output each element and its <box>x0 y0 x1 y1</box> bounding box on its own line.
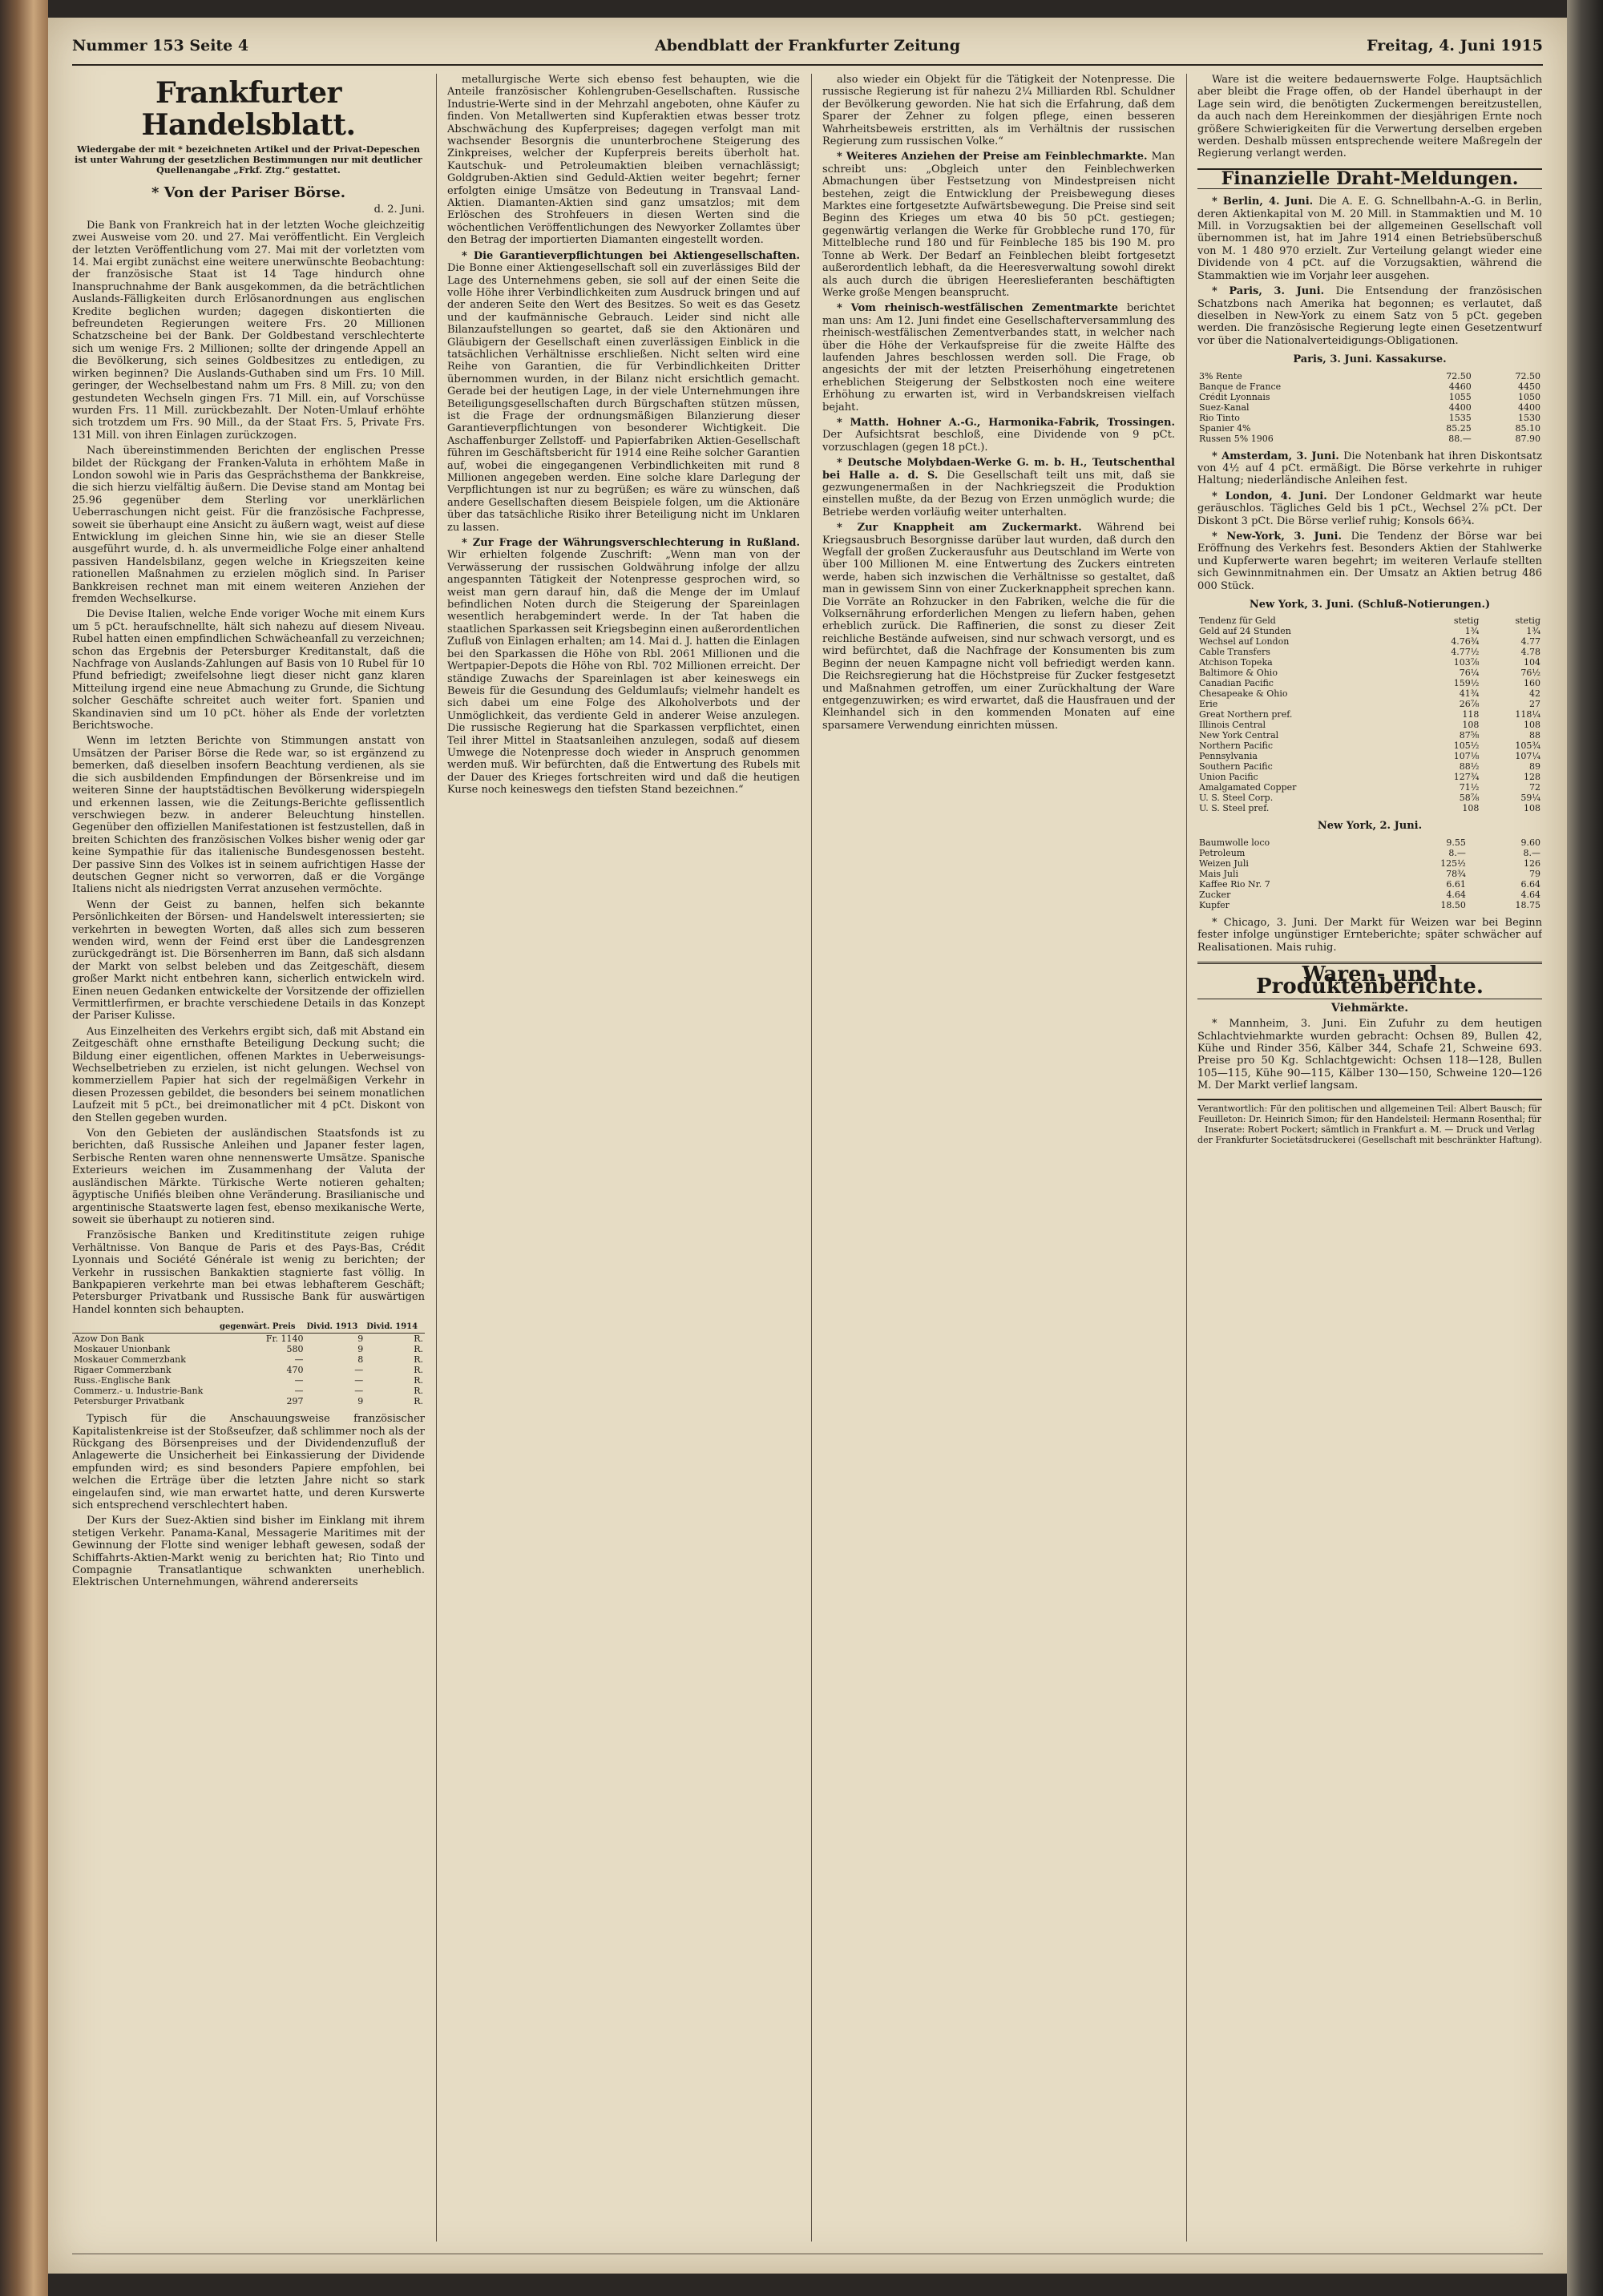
table-cell-v2: 72.50 <box>1515 370 1540 381</box>
news-item-title: * Deutsche Molybdaen-Werke G. m. b. H., Teutschenthal bei Halle a. d. S. <box>822 457 1175 482</box>
table-cell-name: Northern Pacific <box>1199 740 1274 752</box>
table-cell-name: Illinois Central <box>1199 720 1266 731</box>
table-row <box>72 1396 425 1406</box>
quote-col-div1914: Divid. 1914 <box>365 1321 425 1334</box>
table-row <box>1197 890 1542 900</box>
table-cell-div1914: R. <box>414 1334 423 1345</box>
table-row <box>1197 402 1542 413</box>
table-cell-v1: 88.— <box>1448 433 1472 444</box>
table-cell-v2: 4.78 <box>1520 647 1540 658</box>
table-row <box>1197 782 1542 793</box>
masthead: Frankfurter Handelsblatt. <box>141 76 356 142</box>
table-row <box>1197 413 1542 423</box>
table-cell-v1: 76¼ <box>1459 668 1480 679</box>
table-cell-name: Wechsel auf London <box>1199 636 1290 648</box>
table-cell-v1: 85.25 <box>1446 422 1472 434</box>
table-cell-v1: 159½ <box>1453 678 1480 689</box>
news-item-text: Man schreibt uns: „Obgleich unter den Feinblechwerken Abmachungen über Festsetzung von Mindestpreisen nicht bestehen, zeigt die Entwicklung der Preisbewegung dieses Marktes eine fortgesetzte Aufwärtsbewegung. Die Preise sind seit Beginn des Krieges um etwa 40 bis 50 pCt. gestiegen; gegenwärtig verlangen die Werke für Grobbleche rund 170, für Mittelbleche rund 180 und für Feinbleche 185 bis 190 M. pro Tonne ab Werk. Der Bedarf an Feinblechen bleibt fortgesetzt außerordentlich lebhaft, da die Heeresverwaltung sowohl direkt als auch durch die übrigen Heereslieferanten beschäftigten Werke große Mengen beansprucht. <box>822 151 1175 299</box>
table-cell-name: Petroleum <box>1199 847 1246 858</box>
table-row <box>72 1354 425 1365</box>
table-row <box>1197 688 1542 699</box>
table-row <box>1197 423 1542 434</box>
table-cell-v1: 105½ <box>1453 740 1480 752</box>
table-cell-name: Russen 5% 1906 <box>1199 433 1274 444</box>
table-cell-v1: 108 <box>1462 803 1480 814</box>
table-cell-name: U. S. Steel pref. <box>1199 803 1270 814</box>
column-2 <box>447 74 800 2242</box>
table-row <box>1197 678 1542 688</box>
table-cell-div1914: R. <box>414 1365 423 1376</box>
table-cell-v2: 9.60 <box>1520 837 1540 848</box>
table-cell-v2: 6.64 <box>1520 878 1540 890</box>
table-cell-v1: 1055 <box>1448 391 1472 402</box>
news-item-title: * Die Garantieverpflichtungen bei Aktiengesellschaften. <box>462 249 800 262</box>
table-cell-v2: 59¼ <box>1520 793 1540 804</box>
table-row <box>1197 720 1542 730</box>
table-cell-v1: 127¾ <box>1453 772 1480 783</box>
news-item <box>822 302 1175 414</box>
col3-sections <box>822 151 1175 732</box>
table-row <box>1197 392 1542 402</box>
article-paragraph: Typisch für die Anschauungsweise französischer Kapitalistenkreise ist der Stoßseufzer, daß schlimmer noch als der Rückgang des Börsenpreises und der Dividendenzufluß der Anlagewerte die Unsicherheit bei Einkassierung der Dividende empfunden wird; es sind besonders Papiere empfohlen, bei welchen die Erträge über die letzten Jahre nicht so stark eingelaufen sind, wie man erwartet hatte, und deren Kurswerte sich entsprechend verschlechtert haben. <box>72 1413 425 1511</box>
table-cell-name: Suez-Kanal <box>1199 401 1250 413</box>
table-cell-name: Erie <box>1199 699 1218 710</box>
table-cell-v1: 88½ <box>1459 761 1480 773</box>
news-item-title: * Weiteres Anziehen der Preise am Feinblechmarkte. <box>837 151 1152 163</box>
wire-item <box>1197 531 1542 592</box>
table-row <box>72 1375 425 1386</box>
article-closing <box>72 1413 425 1589</box>
news-item <box>447 537 800 797</box>
table-row <box>1197 848 1542 858</box>
table-cell-name: Spanier 4% <box>1199 422 1251 434</box>
table-row <box>72 1344 425 1354</box>
table-row <box>1197 381 1542 392</box>
paris-table-title: Paris, 3. Juni. Kassakurse. <box>1293 353 1447 366</box>
table-cell-div1913: — <box>354 1375 364 1386</box>
table-cell-v2: 118¼ <box>1515 709 1540 720</box>
table-cell-name: Chesapeake & Ohio <box>1199 688 1288 700</box>
article-body <box>72 220 425 1316</box>
table-row <box>1197 626 1542 636</box>
article-paragraph: Nach übereinstimmenden Berichten der englischen Presse bildet der Rückgang der Franken-Valuta in erhöhtem Maße in London sowohl wie in Paris das Gesprächsthema der Bankkreise, die sich hierzu vielfältig äußern. Die Devise stand am Montag bei 25.96 gegenüber dem Sterling vor unerklärlichen Ueberraschungen nicht geist. Für die französische Fachpresse, soweit sie überhaupt eine Ansicht zu äußern wagt, weist auf diese Entwicklung im gleichen Sinne hin, wie sie an dieser Stelle ausgeführt wurde, d. h. als unvermeidliche Folge einer anhaltend passiven Handelsbilanz, gegen welche in Kriegszeiten keine rationellen Maßnahmen zu erzielen möglich sind. In Pariser Bankkreisen rechnet man mit einem weiteren Anziehen der fremden Wechselkurse. <box>72 445 425 605</box>
news-item-text: Während bei Kriegsausbruch Besorgnisse darüber laut wurden, daß durch den Wegfall der großen Zuckerausfuhr aus Deutschland im Werte von über 100 Millionen M. eine Entwertung des Zuckers eintreten werde, haben sich inzwischen die Verhältnisse so gestaltet, daß man in gewissem Sinn von einer Zuckerknappheit sprechen kann. Die Vorräte an Rohzucker in den Fabriken, welche die für die Volksernährung erforderlichen Mengen zu liefern haben, gehen erheblich zurück. Die Raffinerien, die sonst zu dieser Zeit reichliche Bestände aufweisen, sind nur schwach versorgt, und es wird befürchtet, daß die Nachfrage der Konsumenten bis zum Beginn der neuen Kampagne nicht voll befriedigt werden kann. Die Reichsregierung hat die Höchstpreise für Zucker festgesetzt und Maßnahmen getroffen, um einer Zurückhaltung der Ware entgegenzuwirken; es wird erwartet, daß die Hausfrauen und der Kleinhandel sich in den kommenden Monaten auf eine sparsamere Verwendung einrichten müssen. <box>822 522 1175 732</box>
table-cell-current: — <box>294 1375 304 1386</box>
table-cell-v1: 58⅞ <box>1459 793 1480 804</box>
table-cell-div1914: R. <box>414 1396 423 1407</box>
article-paragraph: Aus Einzelheiten des Verkehrs ergibt sich, daß mit Abstand ein Zeitgeschäft ohne ernsthafte Beteiligung Deckung sucht; die Bildung einer eigentlichen, offenen Marktes in Ueberweisungs-Wechselbetrieben zu erzielen, ist nicht gelungen. Wechsel von kommerziellem Papier hat sich der regelmäßigen Verkehr in diesen Prozessen gebildet, die besonders bei seinem monatlichen Laufzeit mit 5 pCt., bei dreimonatlicher mit 4 pCt. Diskont von den Stellen gegeben wurden. <box>72 1025 425 1124</box>
article-paragraph: Von den Gebieten der ausländischen Staatsfonds ist zu berichten, daß Russische Anleihen und Japaner fester lagen, Serbische Renten waren ohne nennenswerte Umsätze. Spanische Exterieurs weichen im Zusammenhang der Valuta der ausländischen Märkte. Türkische Werte notieren gehalten; ägyptische Unifiés bleiben ohne Veränderung. Brasilianische und argentinische Staatswerte lagen fest, ebenso mexikanische Werte, soweit sie überhaupt zu notieren sind. <box>72 1128 425 1226</box>
table-cell-v2: 79 <box>1529 868 1540 879</box>
table-cell-current: 297 <box>286 1396 304 1407</box>
news-item-text: Der Aufsichtsrat beschloß, eine Dividende von 9 pCt. vorzuschlagen (gegen 18 pCt.). <box>822 429 1175 454</box>
table-cell-v1: 1¾ <box>1464 626 1480 637</box>
table-cell-name: Banque de France <box>1199 381 1282 392</box>
table-row <box>1197 668 1542 678</box>
news-item-title: * Zur Knappheit am Zuckermarkt. <box>837 522 1097 535</box>
news-item <box>822 151 1175 299</box>
article-paragraph: Der Kurs der Suez-Aktien sind bisher im Einklang mit ihrem stetigen Verkehr. Panama-Kanal, Messagerie Maritimes mit der Gewinnung der Flotte sind weniger lebhaft gewesen, sodaß der Schiffahrts-Aktien-Markt wenig zu berichten hat; Rio Tinto und Compagnie Transatlantique schwankten unerheblich. Elektrischen Unternehmungen, während andererseits <box>72 1515 425 1589</box>
column-1 <box>72 74 425 2242</box>
table-cell-name: New York Central <box>1199 730 1279 741</box>
table-row <box>1197 699 1542 709</box>
column-rule <box>811 74 812 2242</box>
table-cell-v2: 89 <box>1529 761 1540 773</box>
paris-quote-table <box>1197 371 1542 444</box>
table-cell-v2: 108 <box>1524 803 1540 814</box>
wire-item-text: Der Londoner Geldmarkt war heute geräuschlos. Tägliches Geld bis 1 pCt., Wechsel 2⅞ pCt. Der Diskont 3 pCt. Die Börse verlief ruhig; Konsols 66¾. <box>1197 490 1542 527</box>
table-cell-v1: 6.61 <box>1446 878 1466 890</box>
table-cell-div1913: 9 <box>357 1334 364 1345</box>
table-cell-v2: stetig <box>1515 615 1540 627</box>
imprint: Verantwortlich: Für den politischen und allgemeinen Teil: Albert Bausch; für Feuilleton: Dr. Heinrich Simon; für den Handelsteil: Hermann Rosenthal; für Inserate: Robert Pockert; sämtlich in Frankfurt a. M. — Druck und Verlag der Frankfurter Societätsdruckerei (Gesellschaft mit beschränkter Haftung). <box>1197 1099 1542 1145</box>
ny2-table-title: New York, 2. Juni. <box>1317 820 1423 833</box>
column-3 <box>822 74 1175 2242</box>
table-cell-v2: 88 <box>1529 730 1540 741</box>
col2-intro: metallurgische Werte sich ebenso fest behaupten, wie die Anteile französischer Kohlengruben-Gesellschaften. Russische Industrie-Werte sind in der Mehrzahl angeboten, ohne Käufer zu finden. Von Metallwerten sind Kupferaktien etwas besser trotz Abschwächung des Kupferpreises; dagegen verfolgt man mit wachsender Besorgnis die ununterbrochene Steigerung des Zinkpreises, welcher der Kupferpreis bereits überholt hat. Kautschuk- und Petroleumaktien bleiben vernachlässigt; Goldgruben-Aktien sind Geduld-Aktien weiter begehrt; ferner erfolgten einige Umsätze von Bedeutung in Transvaal Land-Aktien. Diamanten-Aktien sind ganz umsatzlos; mit dem Erlöschen des Strohfeuers in diesen Werten sind die wöchentlichen Veröffentlichungen des Newyorker Zollamtes über den Betrag der importierten Diamanten eingestellt worden. <box>447 74 800 247</box>
table-cell-v2: 1050 <box>1518 391 1540 402</box>
finance-wire-items <box>1197 196 1542 347</box>
table-cell-v1: 4.76¾ <box>1451 636 1480 648</box>
table-cell-v2: 107¼ <box>1515 751 1540 762</box>
wire-item <box>1197 490 1542 527</box>
table-cell-v2: 4450 <box>1518 381 1540 392</box>
table-cell-v2: 1530 <box>1518 412 1540 423</box>
column-rule <box>1186 74 1187 2242</box>
wire-item-place: * London, 4. Juni. <box>1212 490 1335 502</box>
table-row <box>1197 657 1542 668</box>
table-cell-v1: 71½ <box>1459 782 1480 793</box>
table-cell-v1: 4.77½ <box>1451 647 1480 658</box>
header-date: Freitag, 4. Juni 1915 <box>1367 37 1543 54</box>
table-cell-name: Kupfer <box>1199 899 1230 910</box>
table-cell-name: Southern Pacific <box>1199 761 1273 773</box>
wire-item <box>1197 196 1542 282</box>
page-edge <box>1567 0 1603 2296</box>
commodity-section-title: Waren- und Produktenberichte. <box>1197 962 1542 999</box>
table-cell-v1: 8.— <box>1448 847 1466 858</box>
table-cell-v1: 108 <box>1462 720 1480 731</box>
table-row <box>1197 434 1542 444</box>
table-cell-name: Baltimore & Ohio <box>1199 668 1278 679</box>
table-cell-v2: 1¾ <box>1526 626 1540 637</box>
table-cell-div1914: R. <box>414 1344 423 1355</box>
table-row <box>1197 837 1542 848</box>
table-cell-current: — <box>294 1386 304 1397</box>
col3-intro: also wieder ein Objekt für die Tätigkeit der Notenpresse. Die russische Regierung ist für nahezu 2¼ Milliarden Rbl. Schuldner der Bevölkerung geworden. Nie hat sich die Erfahrung, daß dem Sparer der Zehner zu folgen pflege, einen besseren Wahrheitsbeweis erstritten, als im Verhältnis der russischen Regierung zum russischen Volke.“ <box>822 74 1175 148</box>
header-issue: Nummer 153 Seite 4 <box>72 37 249 54</box>
quote-col-name <box>72 1321 218 1334</box>
table-cell-name: Moskauer Commerzbank <box>74 1354 186 1366</box>
table-cell-name: Weizen Juli <box>1199 857 1249 869</box>
wire-item-place: * New-York, 3. Juni. <box>1212 530 1351 543</box>
masthead-note: Wiedergabe der mit * bezeichneten Artikel und der Privat-Depeschen ist unter Wahrung der gesetzlichen Bestimmungen nur mit deutlicher Quellenangabe „Frkf. Ztg.“ gestattet. <box>75 144 422 176</box>
column-rule <box>436 74 437 2242</box>
quote-col-div1913: Divid. 1913 <box>305 1321 365 1334</box>
table-cell-name: Kaffee Rio Nr. 7 <box>1199 878 1270 890</box>
wire-item-text: Die A. E. G. Schnellbahn-A.-G. in Berlin, deren Aktienkapital von M. 20 Mill. in Stammaktien und M. 10 Mill. in Vorzugsaktien bei der allgemeinen Gesellschaft voll übernommen ist, hat im Jahre 1914 einen Betriebsüberschuß von M. 1 480 970 erzielt. Zur Verteilung gelangt wieder eine Dividende von 4 pCt. auf die Vorzugsaktien, während die Stammaktien wie im Vorjahr leer ausgehen. <box>1197 196 1542 282</box>
table-row <box>1197 803 1542 813</box>
table-cell-v1: 78¾ <box>1446 868 1466 879</box>
table-cell-v2: 4.77 <box>1520 636 1540 648</box>
table-cell-current: Fr. 1140 <box>265 1334 304 1345</box>
table-cell-name: Amalgamated Copper <box>1199 782 1297 793</box>
news-item-text: Die Bonne einer Aktiengesellschaft soll ein zuverlässiges Bild der Lage des Unternehmens geben, sie soll auf der einen Seite die volle Höhe ihrer Verbindlichkeiten zum Ausdruck bringen und auf der anderen Seite den Wert des Besitzes. So weit es das Gesetz und der kaufmännische Gebrauch. Leider sind nicht alle Bilanzaufstellungen so geartet, daß sie den Aktionären und Gläubigern der Gesellschaft einen zuverlässigen Einblick in die tatsächlichen Verhältnisse erschließen. Nicht selten wird eine Reihe von Garantien, die für Verbindlichkeiten Dritter übernommen wurden, in der Bilanz nicht ersichtlich gemacht. Gerade bei der heutigen Lage, in der viele Unternehmungen ihre Beteiligungsgesellschaften durch Bürgschaften stützen müssen, ist die Frage der ordnungsmäßigen Bilanzierung dieser Garantieverpflichtungen von besonderer Wichtigkeit. Die Aschaffenburger Zellstoff- und Papierfabriken Aktien-Gesellschaft führen im Geschäftsbericht für 1914 eine Reihe solcher Garantien auf, wobei die eingegangenen Verbindlichkeiten mit rund 8 Millionen angegeben werden. Eine solche klare Darlegung der Verpflichtungen ist nur zu begrüßen; es wäre zu wünschen, daß andere Gesellschaften diesem Beispiele folgen, um die Aktionäre über das tatsächliche Risiko ihrer Beteiligung nicht im Unklaren zu lassen. <box>447 262 800 534</box>
table-row <box>1197 793 1542 803</box>
table-cell-v2: 76½ <box>1520 668 1540 679</box>
chicago-report: * Chicago, 3. Juni. Der Markt für Weizen war bei Beginn fester infolge ungünstiger Ernteberichte; später schwächer auf Realisationen. Mais ruhig. <box>1197 916 1542 954</box>
table-cell-v2: 126 <box>1524 857 1540 869</box>
table-cell-div1914: R. <box>414 1354 423 1366</box>
ny-table-title: New York, 3. Juni. (Schluß-Notierungen.) <box>1249 599 1491 611</box>
table-cell-v1: 125½ <box>1440 857 1466 869</box>
table-cell-v1: 9.55 <box>1446 837 1466 848</box>
table-row <box>1197 730 1542 740</box>
table-cell-div1913: — <box>354 1386 364 1397</box>
table-cell-name: Pennsylvania <box>1199 751 1258 762</box>
news-item-title: * Zur Frage der Währungsverschlechterung in Rußland. <box>462 537 800 550</box>
table-cell-name: 3% Rente <box>1199 370 1242 381</box>
table-cell-name: Mais Juli <box>1199 868 1239 879</box>
table-cell-v1: 103⅞ <box>1453 657 1480 668</box>
table-row <box>1197 858 1542 869</box>
table-row <box>72 1365 425 1375</box>
table-cell-name: Commerz.- u. Industrie-Bank <box>74 1386 204 1397</box>
wire-item <box>1197 285 1542 347</box>
table-cell-v1: 107⅛ <box>1453 751 1480 762</box>
table-row <box>72 1386 425 1396</box>
table-row <box>72 1334 425 1345</box>
table-cell-v1: stetig <box>1453 615 1480 627</box>
table-cell-v1: 4400 <box>1448 401 1472 413</box>
table-cell-v2: 105¾ <box>1515 740 1540 752</box>
column-4 <box>1197 74 1542 2242</box>
table-cell-name: Petersburger Privatbank <box>74 1396 184 1407</box>
table-cell-v2: 72 <box>1529 782 1540 793</box>
table-cell-name: Geld auf 24 Stunden <box>1199 626 1291 637</box>
bank-quote-table <box>72 1321 425 1406</box>
page-header <box>72 32 1543 66</box>
table-cell-name: Union Pacific <box>1199 772 1258 783</box>
news-item <box>822 522 1175 732</box>
table-row <box>1197 869 1542 879</box>
dateline: d. 2. Juni. <box>373 204 425 216</box>
news-item-title: * Matth. Hohner A.-G., Harmonika-Fabrik, Trossingen. <box>837 416 1175 429</box>
table-cell-name: Azow Don Bank <box>74 1334 144 1345</box>
newspaper-page <box>48 18 1567 2274</box>
table-cell-v1: 4.64 <box>1446 889 1466 900</box>
table-row <box>1197 709 1542 720</box>
table-cell-name: Zucker <box>1199 889 1231 900</box>
col2-sections <box>447 250 800 797</box>
table-cell-v1: 26⅞ <box>1459 699 1480 710</box>
table-cell-v2: 42 <box>1529 688 1540 700</box>
table-cell-name: Tendenz für Geld <box>1199 615 1276 627</box>
table-cell-current: 580 <box>286 1344 304 1355</box>
section-title: * Von der Pariser Börse. <box>151 184 346 201</box>
table-cell-div1914: R. <box>414 1386 423 1397</box>
table-cell-div1913: 9 <box>357 1344 364 1355</box>
table-row <box>1197 371 1542 381</box>
table-row <box>1197 761 1542 772</box>
quote-col-current: gegenwärt. Preis <box>218 1321 305 1334</box>
wire-item-text: Die Tendenz der Börse war bei Eröffnung des Verkehrs fest. Besonders Aktien der Stahlwerke und Kupferwerte waren begehrt; im weiteren Verlaufe stellten sich Gewinnmitnahmen ein. Der Umsatz an Aktien betrug 486 000 Stück. <box>1197 530 1542 592</box>
article-paragraph: Wenn der Geist zu bannen, helfen sich bekannte Persönlichkeiten der Börsen- und Handelswelt interessierten; sie verkehrten in bewegten Worten, daß alles sich zum besseren wenden wird, wenn der Feind erst über die Landesgrenzen zurückgedrängt ist. Die Börsenherren im Bann, daß sich alsdann der Markt von selbst beleben und das Zeitgeschäft, diesem großer Markt nicht entbehren kann, sicherlich entwickeln wird. Einen neuen Gedanken entwickelte der Vorsitzende der offiziellen Vermittlerfirmen, er brachte verschiedene Details in das Konzept der Pariser Kulisse. <box>72 898 425 1023</box>
table-row <box>1197 772 1542 782</box>
table-cell-name: Rigaer Commerzbank <box>74 1365 172 1376</box>
wire-item-text: Die Notenbank hat ihren Diskontsatz von 4½ auf 4 pCt. ermäßigt. Die Börse verkehrte in ruhiger Haltung; niederländische Anleihen fest. <box>1197 450 1542 487</box>
table-cell-v1: 72.50 <box>1446 370 1472 381</box>
livestock-report: * Mannheim, 3. Juni. Ein Zufuhr zu dem heutigen Schlachtviehmarkte wurden gebracht: Ochsen 89, Bullen 42, Kühe und Rinder 356, Kälber 344, Schafe 21, Schweine 693. Preise pro 50 Kg. Schlachtgewicht: Ochsen 118—128, Bullen 105—115, Kühe 90—115, Kälber 130—150, Schweine 120—126 M. Der Markt verlief langsam. <box>1197 1018 1542 1092</box>
table-cell-v2: 4.64 <box>1520 889 1540 900</box>
table-cell-div1913: 8 <box>357 1354 364 1366</box>
news-item <box>822 457 1175 519</box>
table-cell-current: 470 <box>286 1365 304 1376</box>
wire-item-text: Die Entsendung der französischen Schatzbons nach Amerika hat begonnen; es verlautet, daß dieselben in New-York zu einem Satz von 5 pCt. gegeben werden. Die französische Regierung legte einen Gesetzentwurf vor über die Nationalverteidigungs-Obligationen. <box>1197 285 1542 347</box>
table-cell-v1: 1535 <box>1448 412 1472 423</box>
table-cell-name: Rio Tinto <box>1199 412 1240 423</box>
table-cell-v2: 85.10 <box>1515 422 1540 434</box>
table-cell-name: Crédit Lyonnais <box>1199 391 1270 402</box>
news-item-text: berichtet man uns: Am 12. Juni findet eine Gesellschafterversammlung des rheinisch-westfälischen Zementverbandes statt, in welcher nach über die Höhe der Verkaufspreise für die zweite Hälfte des laufenden Jahres beschlossen werden soll. Die Frage, ob angesichts der mit der letzten Preiserhöhung eingetretenen erheblichen Steigerung der Selbstkosten noch eine weitere Erhöhung zu erwarten ist, wird in Verbandskreisen vielfach bejaht. <box>822 302 1175 414</box>
table-cell-v2: 108 <box>1524 720 1540 731</box>
table-cell-v1: 18.50 <box>1440 899 1466 910</box>
article-paragraph: Französische Banken und Kreditinstitute zeigen ruhige Verhältnisse. Von Banque de Paris et des Pays-Bas, Crédit Lyonnais und Société Générale ist wenig zu berichten; der Verkehr in russischen Bankaktien stagnierte fast völlig. In Bankpapieren verkehrte man bei etwas lebhafterem Geschäft; Petersburger Privatbank und Russische Bank für auswärtigen Handel konnten sich behaupten. <box>72 1229 425 1316</box>
table-cell-v1: 4460 <box>1448 381 1472 392</box>
table-cell-div1913: 9 <box>357 1396 364 1407</box>
finance-wire-title: Finanzielle Draht-Meldungen. <box>1197 168 1542 189</box>
table-row <box>1197 636 1542 647</box>
wire-item-place: * Amsterdam, 3. Juni. <box>1212 450 1344 462</box>
table-row <box>1197 647 1542 657</box>
book-spine <box>0 0 48 2296</box>
table-row <box>1197 615 1542 626</box>
table-cell-name: Great Northern pref. <box>1199 709 1293 720</box>
table-cell-div1913: — <box>354 1365 364 1376</box>
livestock-title: Viehmärkte. <box>1330 1001 1409 1015</box>
table-cell-div1914: R. <box>414 1375 423 1386</box>
table-cell-v2: 8.— <box>1523 847 1540 858</box>
table-cell-current: — <box>294 1354 304 1366</box>
table-cell-v2: 4400 <box>1518 401 1540 413</box>
header-title: Abendblatt der Frankfurter Zeitung <box>654 37 960 54</box>
ny-quote-table <box>1197 615 1542 813</box>
table-cell-name: Atchison Topeka <box>1199 657 1273 668</box>
news-item-text: Die Gesellschaft teilt uns mit, daß sie gezwungenermaßen in der Nachkriegszeit die Produktion einstellen mußte, da der Bezug von Erzen unmöglich wurde; die Betriebe werden vorläufig weiter unterhalten. <box>822 469 1175 519</box>
news-item-title: * Vom rheinisch-westfälischen Zementmarkte <box>837 302 1127 315</box>
table-cell-name: Canadian Pacific <box>1199 678 1274 689</box>
ny2-quote-table <box>1197 837 1542 910</box>
news-item-text: Wir erhielten folgende Zuschrift: „Wenn man von der Verwässerung der russischen Goldwährung infolge der allzu angespannten Tätigkeit der Notenpresse gesprochen wird, so weist man gern darauf hin, daß die Menge der im Umlauf befindlichen Noten durch die Steigerung der Spareinlagen wesentlich herabgemindert werde. In der Tat haben die staatlichen Sparkassen seit Kriegsbeginn einen außerordentlichen Zufluß von Einlagen erhalten; am 14. Mai d. J. hatten die Einlagen bei den Sparkassen die Höhe von Rbl. 2061 Millionen und die Wertpapier-Depots die Höhe von Rbl. 702 Millionen erreicht. Der ständige Zuwachs der Spareinlagen ist aber keineswegs ein Beweis für die Gesundung des Geldumlaufs; vielmehr handelt es sich dabei um eine Folge des Alkoholverbots und der Unmöglichkeit, das verdiente Geld in anderer Weise anzulegen. Die russische Regierung hat die Sparkassen verpflichtet, einen Teil ihrer Mittel in Staatsanleihen anzulegen, sodaß auf diesem Umwege die Notenpresse doch wieder in Anspruch genommen werden muß. Wir befürchten, daß die Entwertung des Rubels mit der Dauer des Krieges fortschreiten wird und daß die heutigen Kurse noch keineswegs den tiefsten Stand bezeichnen.“ <box>447 549 800 797</box>
article-paragraph: Die Bank von Frankreich hat in der letzten Woche gleichzeitig zwei Ausweise vom 20. und 27. Mai veröffentlicht. Ein Vergleich der letzten Veröffentlichung vom 27. Mai mit der vorletzten vom 14. Mai ergibt zunächst eine weitere unerwünschte Beobachtung: der französische Staat ist 14 Tage hindurch ohne Inanspruchnahme der Bank ausgekommen, da die beträchtlichen Auslands-Fälligkeiten durch Erlösanordnungen aus englischen Kredite beglichen wurden; dagegen diskontierten die befreundeten Regierungen weitere Frs. 20 Millionen Schatzscheine bei der Bank. Der Goldbestand verschlechterte sich um wenige Frs. 2 Millionen; sollte der dringende Appell an die Bevölkerung, sich seines Goldbesitzes zu entledigen, zu wirken beginnen? Die Auslands-Guthaben sind um Frs. 10 Mill. geringer, der Wechselbestand nahm um Frs. 8 Mill. zu; von den gestundeten Wechseln gingen Frs. 71 Mill. ein, auf Vorschüsse wurden Frs. 11 Mill. zurückbezahlt. Der Noten-Umlauf erhöhte sich trotzdem um Frs. 90 Mill., da der Staat Frs. 5, Private Frs. 131 Mill. von ihren Einlagen zurückzogen. <box>72 219 425 442</box>
article-paragraph: Die Devise Italien, welche Ende voriger Woche mit einem Kurs um 5 pCt. heraufschnellte, hält sich nahezu auf diesem Niveau. Rubel hatten einen empfindlichen Schwächeanfall zu verzeichnen; schon das Ergebnis der Petersburger Kreditanstalt, daß die Nachfrage von Auslands-Zahlungen auf Basis von 10 Rubel für 10 Pfund befriedigt; zweifelsohne liegt dieser nicht ganz klaren Mitteilung irgend eine neue Abmachung zu Grunde, die Sichtung solcher Geschäfte schreitet auch weiter fort. Spanien und Skandinavien sind um 10 pCt. höher als Ende der vorletzten Berichtswoche. <box>72 608 425 732</box>
table-cell-name: Moskauer Unionbank <box>74 1344 171 1355</box>
table-row <box>1197 900 1542 910</box>
wire-item <box>1197 450 1542 487</box>
table-cell-name: U. S. Steel Corp. <box>1199 793 1274 804</box>
table-row <box>1197 751 1542 761</box>
table-cell-v1: 118 <box>1462 709 1480 720</box>
finance-wire-items-2 <box>1197 450 1542 592</box>
table-cell-v2: 18.75 <box>1515 899 1540 910</box>
table-cell-name: Cable Transfers <box>1199 647 1270 658</box>
table-row <box>1197 879 1542 890</box>
table-cell-v2: 104 <box>1524 657 1540 668</box>
table-cell-v1: 87⅝ <box>1459 730 1480 741</box>
table-cell-name: Baumwolle loco <box>1199 837 1270 848</box>
wire-item-place: * Paris, 3. Juni. <box>1212 285 1336 298</box>
wire-item-place: * Berlin, 4. Juni. <box>1212 196 1319 208</box>
table-cell-v2: 87.90 <box>1515 433 1540 444</box>
table-cell-v2: 160 <box>1524 678 1540 689</box>
table-cell-name: Russ.-Englische Bank <box>74 1375 171 1386</box>
table-row <box>1197 740 1542 751</box>
article-paragraph: Wenn im letzten Berichte von Stimmungen anstatt von Umsätzen der Pariser Börse die Rede war, so ist ergänzend zu bemerken, daß dieselben insofern Beachtung verdienen, als sie die sich ausbildenden Empfindungen der Börsenkreise und im weiteren Sinne der hauptstädtischen Bevölkerung widerspiegeln und erkennen lassen, wie die Zeitungs-Berichte geflissentlich verschwiegen bezw. in anderer Beleuchtung hinstellen. Gegenüber den offiziellen Manifestationen ist festzustellen, daß in breiten Schichten des französischen Volkes bisher wenig oder gar keine Sympathie für das italienische Bundesgenossen besteht. Der passive Sinn des Volkes ist in seinem aufrichtigen Hasse der deutschen Gegner nicht so verworren, daß er die Vorgänge Italiens nicht als niedrigsten Verrat anzusehen vermöchte. <box>72 735 425 896</box>
table-cell-v2: 27 <box>1529 699 1540 710</box>
news-item <box>822 417 1175 454</box>
col4-intro: Ware ist die weitere bedauernswerte Folge. Hauptsächlich aber bleibt die Frage offen, ob der Handel überhaupt in der Lage sein wird, die benötigten Zuckermengen bereitzustellen, da auch nach dem Hereinkommen der diesjährigen Ernte noch größere Schwierigkeiten für die Verwertung derselben ergeben werden. Deshalb müssen entsprechende weitere Maßregeln der Regierung verlangt werden. <box>1197 74 1542 160</box>
news-item <box>447 250 800 534</box>
table-cell-v2: 128 <box>1524 772 1540 783</box>
table-cell-v1: 41¾ <box>1459 688 1480 700</box>
